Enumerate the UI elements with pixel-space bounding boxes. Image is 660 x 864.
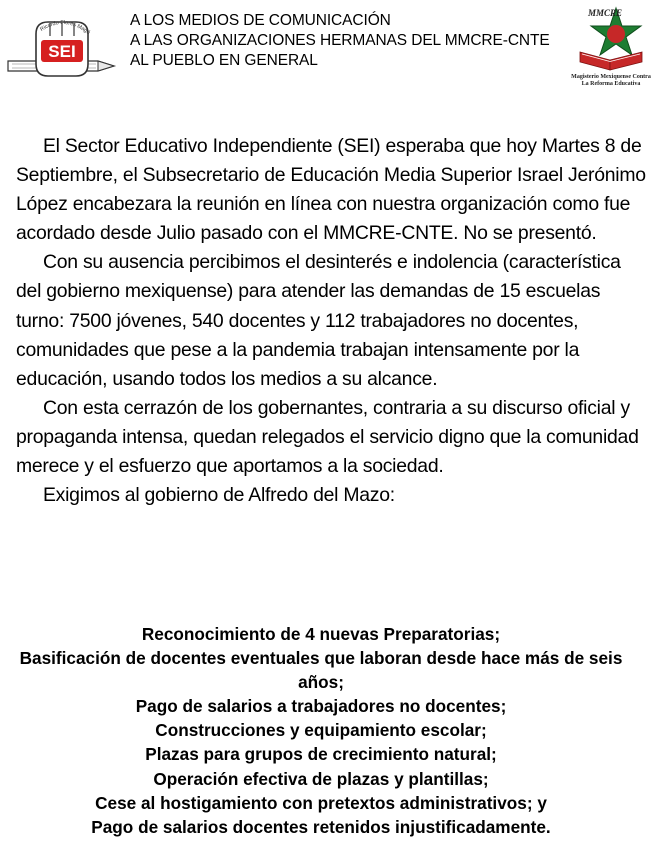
mmcre-logo-caption-2: La Reforma Educativa [581,81,641,87]
demand-item: Reconocimiento de 4 nuevas Preparatorias; [141,624,501,644]
demand-item: Basificación de docentes eventuales que laboran desde hace más de seis años; [19,648,623,693]
mmcre-logo-caption-1: Magisterio Mexiquense Contra [571,74,651,80]
recipient-line: A LOS MEDIOS DE COMUNICACIÓN [130,12,391,29]
recipient-line: A LAS ORGANIZACIONES HERMANAS DEL MMCRE-CNTE [130,32,550,49]
demand-item: Operación efectiva de plazas y plantillas; [153,768,489,789]
letter-header [0,0,660,100]
sei-logo-acronym: SEI [48,42,76,61]
mmcre-star-book-logo-icon [566,2,656,88]
statement-paragraph: Con su ausencia percibimos el desinterés e indolencia (característica del gobierno mexiquense) para atender las demandas de 15 escuelas turno: 7500 jóvenes, 540 docentes y 112 trabajadores no docentes, comunidades que pese a la pandemia trabajan intensamente por la educación, usando todos los medios a su alcance. [16,251,621,390]
sei-fist-pen-logo-icon [6,14,118,80]
statement-paragraph: Exigimos al gobierno de Alfredo del Mazo: [43,484,395,507]
demand-item: Construcciones y equipamiento escolar; [155,720,487,741]
demand-item: Cese al hostigamiento con pretextos administrativos; y [95,792,547,813]
statement-paragraph: Con esta cerrazón de los gobernantes, contraria a su discurso oficial y propaganda intensa, quedan relegados el servicio digno que la comunidad merece y el esfuerzo que aportamos a la sociedad. [16,396,639,478]
demands-list [10,622,632,839]
statement-paragraph: El Sector Educativo Independiente (SEI) esperaba que hoy Martes 8 de Septiembre, el Subsecretario de Educación Media Superior Israel Jerónimo López encabezara la reunión en línea con nuestra organización como fue acordado desde Julio pasado con el MMCRE-CNTE. No se presentó. [16,135,646,245]
recipients-list [130,11,550,71]
demand-item: Plazas para grupos de crecimiento natural; [145,744,497,765]
demand-item: Pago de salarios docentes retenidos injustificadamente. [91,816,551,837]
sei-logo-name: Ricardo Flores Magó [39,19,91,37]
mmcre-logo-acronym: MMCRE [588,8,623,18]
statement-body [16,132,650,510]
recipient-line: AL PUEBLO EN GENERAL [130,52,318,69]
demand-item: Pago de salarios a trabajadores no docentes; [135,696,507,717]
